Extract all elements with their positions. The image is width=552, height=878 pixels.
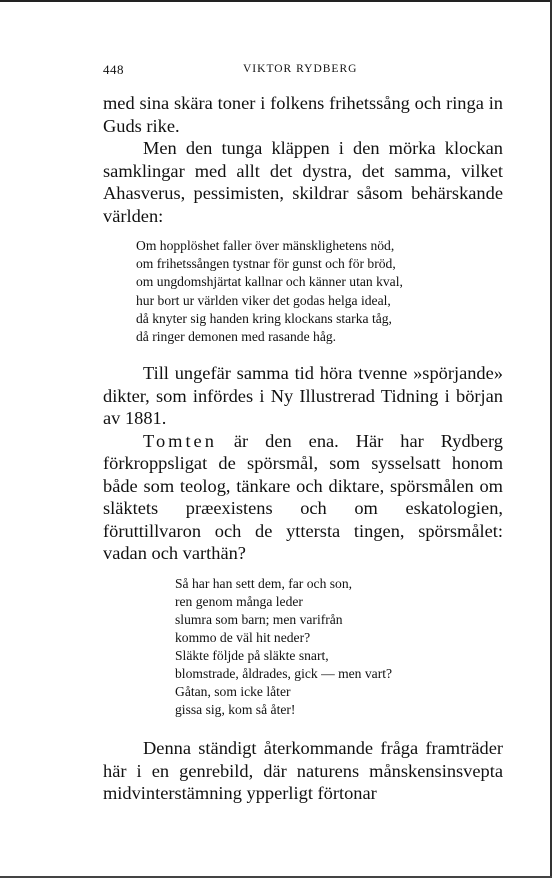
- body-text: [103, 92, 503, 805]
- verse-line: då ringer demonen med rasande håg.: [136, 329, 337, 345]
- page-header: [103, 62, 503, 82]
- verse-line: hur bort ur världen viker det godas helga ideal,: [136, 292, 391, 308]
- verse-line: ren genom många leder: [175, 593, 303, 609]
- verse-line: Gåtan, som icke låter: [175, 684, 291, 700]
- verse-quote-2: [175, 575, 503, 720]
- paragraph-4: [103, 430, 503, 565]
- verse-line: kommo de väl hit neder?: [175, 630, 311, 645]
- page-number: 448: [103, 62, 124, 77]
- verse-line: slumra som barn; men varifrån: [175, 611, 343, 627]
- running-head: VIKTOR RYDBERG: [243, 63, 358, 75]
- verse-line: Släkte följde på släkte snart,: [175, 648, 329, 664]
- verse-line: Så har han sett dem, far och son,: [175, 575, 353, 591]
- paragraph-2: Men den tunga kläppen i den mörka klockan samklingar med allt det dystra, det samma, vilket Ahasverus, pessimisten, skildrar såsom behärskande världen:: [103, 138, 503, 226]
- verse-line: då knyter sig handen kring klockans starka tåg,: [136, 310, 392, 326]
- paragraph-5: Denna ständigt återkommande fråga framträder här i en genrebild, där naturens månskensinsvepta midvinterstämning ypperligt förtonar: [103, 738, 503, 804]
- paragraph-4-text: är den ena. Här har Rydberg förkroppsligat de spörsmål, som sysselsatt honom både som teolog, tänkare och diktare, spörsmålen om släktets præexistens och om eskatologien, föruttillvaron och de yttersta tingen, spörsmålet: vadan och varthän?: [103, 430, 503, 564]
- verse-line: gissa sig, kom så åter!: [175, 702, 296, 718]
- verse-line: blomstrade, åldrades, gick — men vart?: [175, 666, 393, 682]
- paragraph-1: med sina skära toner i folkens frihetssång och ringa in Guds rike.: [103, 93, 503, 136]
- verse-quote-1: [136, 237, 503, 346]
- top-edge-rule: [0, 0, 552, 2]
- emphasized-title: Tomten: [143, 430, 217, 451]
- verse-line: om ungdomshjärtat kallnar och känner utan kval,: [136, 274, 403, 290]
- verse-line: om frihetssången tystnar för gunst och för bröd,: [136, 256, 396, 272]
- verse-line: Om hopplöshet faller över mänsklighetens nöd,: [136, 238, 395, 253]
- paragraph-3: Till ungefär samma tid höra tvenne »spörjande» dikter, som infördes i Ny Illustrerad Tidning i början av 1881.: [103, 363, 503, 429]
